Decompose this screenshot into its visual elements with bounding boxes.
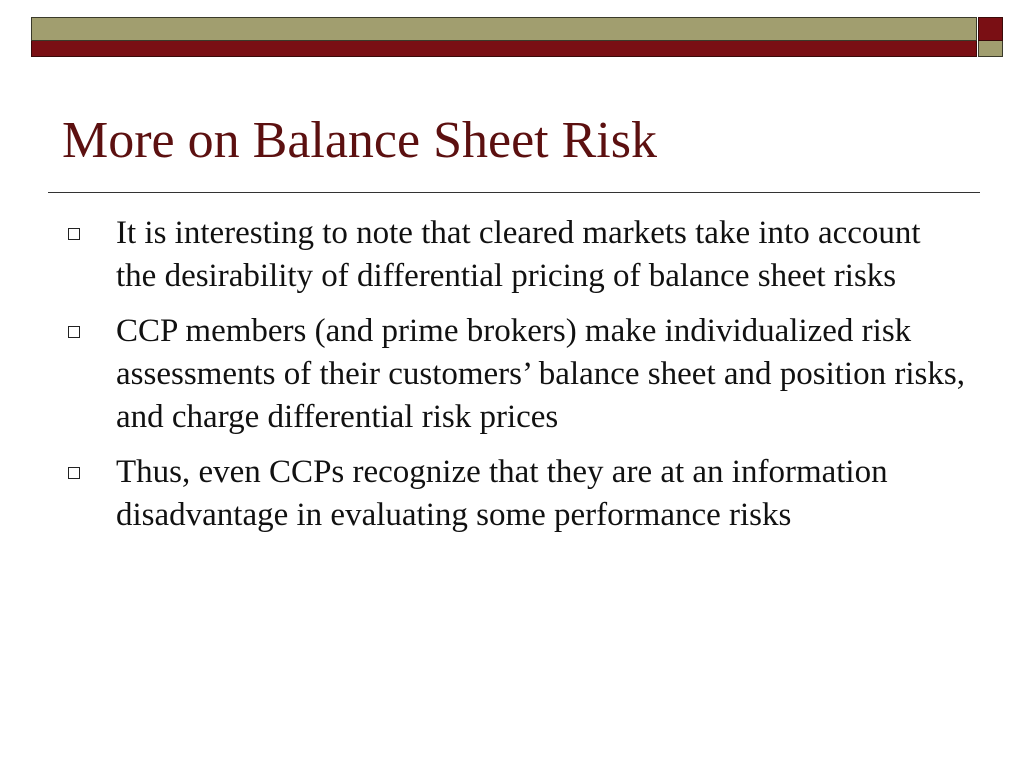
bullet-text: CCP members (and prime brokers) make individualized risk assessments of their customers’ balance sheet and position risks, and charge differential risk prices	[116, 313, 965, 435]
header-band	[31, 17, 977, 57]
slide-title: More on Balance Sheet Risk	[62, 112, 657, 169]
hollow-square-icon	[68, 467, 80, 479]
hollow-square-icon	[68, 228, 80, 240]
bullet-text: It is interesting to note that cleared markets take into account the desirability of differential pricing of balance sheet risks	[116, 215, 921, 294]
bullet-item	[66, 310, 966, 439]
bullet-text: Thus, even CCPs recognize that they are at an information disadvantage in evaluating some performance risks	[116, 454, 888, 533]
corner-block-red	[978, 17, 1003, 41]
bullet-item	[66, 212, 966, 298]
bullet-item	[66, 451, 966, 537]
header-band-red	[31, 41, 977, 57]
bullet-list	[66, 212, 966, 549]
title-divider	[48, 192, 980, 193]
hollow-square-icon	[68, 326, 80, 338]
header-band-olive	[31, 17, 977, 41]
corner-block-olive	[978, 41, 1003, 57]
